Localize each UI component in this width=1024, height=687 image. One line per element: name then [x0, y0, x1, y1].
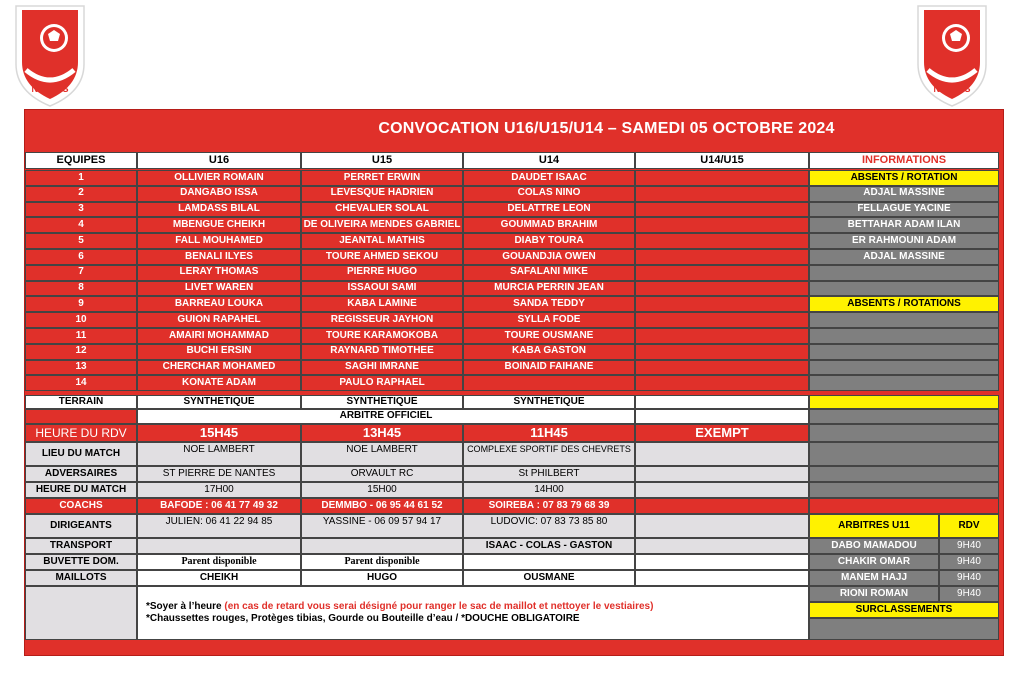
header-equipes: EQUIPES — [25, 152, 137, 169]
info-absent-name: ADJAL MASSINE — [809, 249, 999, 265]
terrain-u14-u15 — [635, 395, 809, 409]
transport-u16 — [137, 538, 301, 554]
player-u16: LAMDASS BILAL — [137, 202, 301, 218]
player-number: 4 — [25, 217, 137, 233]
info-yellow-band — [809, 395, 999, 409]
player-u14: DIABY TOURA — [463, 233, 635, 249]
player-u14: SYLLA FODE — [463, 312, 635, 328]
player-u15: ISSAOUI SAMI — [301, 281, 463, 297]
player-u14: COLAS NINO — [463, 186, 635, 202]
info-cell — [809, 442, 999, 466]
terrain-u14: SYNTHETIQUE — [463, 395, 635, 409]
info-absent-name: ER RAHMOUNI ADAM — [809, 233, 999, 249]
arbitre-name: CHAKIR OMAR — [809, 554, 939, 570]
lieu-label: LIEU DU MATCH — [25, 442, 137, 466]
player-u15: RAYNARD TIMOTHEE — [301, 344, 463, 360]
header-u14-u15: U14/U15 — [635, 152, 809, 169]
dirigeants-u14: LUDOVIC: 07 83 73 85 80 — [463, 514, 635, 538]
rdv-u14-u15: EXEMPT — [635, 424, 809, 442]
player-u16: DANGABO ISSA — [137, 186, 301, 202]
lieu-u14-u15 — [635, 442, 809, 466]
player-u14: KABA GASTON — [463, 344, 635, 360]
player-number: 12 — [25, 344, 137, 360]
transport-u15 — [301, 538, 463, 554]
arbitre-officiel: ARBITRE OFFICIEL — [137, 409, 635, 424]
heure-match-u14-u15 — [635, 482, 809, 498]
player-number: 11 — [25, 328, 137, 344]
dirigeants-u14-u15 — [635, 514, 809, 538]
note-line-1 — [146, 602, 653, 613]
lieu-u15: NOE LAMBERT — [301, 442, 463, 466]
arbitre-name: RIONI ROMAN — [809, 586, 939, 602]
lieu-u16: NOE LAMBERT — [137, 442, 301, 466]
rdv-u14: 11H45 — [463, 424, 635, 442]
player-number: 9 — [25, 296, 137, 312]
arbitre-time: 9H40 — [939, 570, 999, 586]
blank-cell — [635, 409, 809, 424]
coachs-label: COACHS — [25, 498, 137, 514]
player-u14-u15 — [635, 312, 809, 328]
player-u14: DAUDET ISAAC — [463, 170, 635, 186]
player-u16: BENALI ILYES — [137, 249, 301, 265]
player-u15: DE OLIVEIRA MENDES GABRIEL — [301, 217, 463, 233]
player-u14: SAFALANI MIKE — [463, 265, 635, 281]
info-cell — [809, 344, 999, 360]
adversaires-label: ADVERSAIRES — [25, 466, 137, 482]
player-u14-u15 — [635, 344, 809, 360]
info-cell — [809, 360, 999, 376]
player-u14: GOUANDJIA OWEN — [463, 249, 635, 265]
player-u16: FALL MOUHAMED — [137, 233, 301, 249]
player-u16: BUCHI ERSIN — [137, 344, 301, 360]
player-u14: BOINAID FAIHANE — [463, 360, 635, 376]
info-cell — [809, 375, 999, 391]
adversaires-u16: ST PIERRE DE NANTES — [137, 466, 301, 482]
info-cell — [809, 424, 999, 442]
note-late-penalty: (en cas de retard vous serai désigné pour ranger le sac de maillot et nettoyer le vestiaires) — [224, 600, 654, 612]
player-u14-u15 — [635, 360, 809, 376]
terrain-u15: SYNTHETIQUE — [301, 395, 463, 409]
note-punctuality: *Soyer à l’heure — [146, 600, 225, 612]
player-u15: CHEVALIER SOLAL — [301, 202, 463, 218]
player-u14-u15 — [635, 281, 809, 297]
player-u14: MURCIA PERRIN JEAN — [463, 281, 635, 297]
player-u16: MBENGUE CHEIKH — [137, 217, 301, 233]
page-title: CONVOCATION U16/U15/U14 – SAMEDI 05 OCTOBRE 2024 — [378, 120, 835, 137]
header-informations: INFORMATIONS — [809, 152, 999, 169]
player-number: 6 — [25, 249, 137, 265]
player-u14-u15 — [635, 249, 809, 265]
dirigeants-u16: JULIEN: 06 41 22 94 85 — [137, 514, 301, 538]
player-u15: PERRET ERWIN — [301, 170, 463, 186]
player-u14-u15 — [635, 328, 809, 344]
player-u14-u15 — [635, 202, 809, 218]
arbitres-header: ARBITRES U11 — [809, 514, 939, 538]
player-u16: BARREAU LOUKA — [137, 296, 301, 312]
buvette-u15: Parent disponible — [301, 554, 463, 570]
arbitre-name: MANEM HAJJ — [809, 570, 939, 586]
terrain-u16: SYNTHETIQUE — [137, 395, 301, 409]
player-number: 13 — [25, 360, 137, 376]
info-cell — [809, 281, 999, 297]
player-u16: LERAY THOMAS — [137, 265, 301, 281]
info-absents-rotation: ABSENTS / ROTATION — [809, 170, 999, 186]
player-u14: DELATTRE LEON — [463, 202, 635, 218]
player-u14-u15 — [635, 375, 809, 391]
surclassements-header: SURCLASSEMENTS — [809, 602, 999, 618]
player-u16: OLLIVIER ROMAIN — [137, 170, 301, 186]
info-absent-name: BETTAHAR ADAM ILAN — [809, 217, 999, 233]
arbitres-rdv-header: RDV — [939, 514, 999, 538]
coachs-u14: SOIREBA : 07 83 79 68 39 — [463, 498, 635, 514]
note-line-2: *Chaussettes rouges, Protèges tibias, Gourde ou Bouteille d’eau / *DOUCHE OBLIGATOIRE — [146, 613, 580, 625]
player-u15: LEVESQUE HADRIEN — [301, 186, 463, 202]
arbitre-time: 9H40 — [939, 554, 999, 570]
info-cell — [809, 466, 999, 482]
player-u15: TOURE KARAMOKOBA — [301, 328, 463, 344]
player-u15: KABA LAMINE — [301, 296, 463, 312]
dirigeants-label: DIRIGEANTS — [25, 514, 137, 538]
player-u14 — [463, 375, 635, 391]
buvette-u16: Parent disponible — [137, 554, 301, 570]
coachs-u16: BAFODE : 06 41 77 49 32 — [137, 498, 301, 514]
arbitre-time: 9H40 — [939, 586, 999, 602]
player-u14-u15 — [635, 233, 809, 249]
player-number: 5 — [25, 233, 137, 249]
rdv-u16: 15H45 — [137, 424, 301, 442]
player-u15: PIERRE HUGO — [301, 265, 463, 281]
player-u14: SANDA TEDDY — [463, 296, 635, 312]
player-number: 1 — [25, 170, 137, 186]
maillots-u14-u15 — [635, 570, 809, 586]
player-number: 2 — [25, 186, 137, 202]
player-u15: REGISSEUR JAYHON — [301, 312, 463, 328]
maillots-label: MAILLOTS — [25, 570, 137, 586]
dirigeants-u15: YASSINE - 06 09 57 94 17 — [301, 514, 463, 538]
adversaires-u15: ORVAULT RC — [301, 466, 463, 482]
info-cell — [809, 482, 999, 498]
player-u16: AMAIRI MOHAMMAD — [137, 328, 301, 344]
player-u14-u15 — [635, 296, 809, 312]
adversaires-u14: St PHILBERT — [463, 466, 635, 482]
heure-match-label: HEURE DU MATCH — [25, 482, 137, 498]
arbitre-name: DABO MAMADOU — [809, 538, 939, 554]
info-cell — [809, 265, 999, 281]
player-u14-u15 — [635, 186, 809, 202]
player-number: 14 — [25, 375, 137, 391]
player-u15: JEANTAL MATHIS — [301, 233, 463, 249]
info-absent-name: ADJAL MASSINE — [809, 186, 999, 202]
player-number: 8 — [25, 281, 137, 297]
svg-text:NANTES: NANTES — [933, 84, 971, 94]
header-u15: U15 — [301, 152, 463, 169]
buvette-label: BUVETTE DOM. — [25, 554, 137, 570]
player-u15: TOURE AHMED SEKOU — [301, 249, 463, 265]
player-number: 3 — [25, 202, 137, 218]
info-cell — [809, 409, 999, 424]
info-cell — [809, 328, 999, 344]
header-u16: U16 — [137, 152, 301, 169]
buvette-u14-u15 — [635, 554, 809, 570]
player-u14: TOURE OUSMANE — [463, 328, 635, 344]
coachs-u15: DEMMBO - 06 95 44 61 52 — [301, 498, 463, 514]
transport-label: TRANSPORT — [25, 538, 137, 554]
info-absents-rotations: ABSENTS / ROTATIONS — [809, 296, 999, 312]
notes-block — [137, 586, 809, 640]
convocation-sheet — [24, 109, 1004, 656]
notes-blank — [25, 586, 137, 640]
heure-match-u15: 15H00 — [301, 482, 463, 498]
heure-match-u14: 14H00 — [463, 482, 635, 498]
coachs-u14-u15 — [635, 498, 809, 514]
transport-u14-u15 — [635, 538, 809, 554]
player-u14-u15 — [635, 170, 809, 186]
player-u15: PAULO RAPHAEL — [301, 375, 463, 391]
blank-cell — [25, 409, 137, 424]
rdv-u15: 13H45 — [301, 424, 463, 442]
player-u16: CHERCHAR MOHAMED — [137, 360, 301, 376]
maillots-u15: HUGO — [301, 570, 463, 586]
player-number: 10 — [25, 312, 137, 328]
club-logo-left — [10, 4, 90, 108]
maillots-u16: CHEIKH — [137, 570, 301, 586]
club-logo-right — [912, 4, 992, 108]
player-u16: LIVET WAREN — [137, 281, 301, 297]
adversaires-u14-u15 — [635, 466, 809, 482]
rdv-label: HEURE DU RDV — [25, 424, 137, 442]
info-cell — [809, 312, 999, 328]
player-u16: GUION RAPAHEL — [137, 312, 301, 328]
heure-match-u16: 17H00 — [137, 482, 301, 498]
player-u14: GOUMMAD BRAHIM — [463, 217, 635, 233]
player-u15: SAGHI IMRANE — [301, 360, 463, 376]
lieu-u14: COMPLEXE SPORTIF DES CHEVRETS — [463, 442, 635, 466]
svg-text:NANTES: NANTES — [31, 84, 69, 94]
transport-u14: ISAAC - COLAS - GASTON — [463, 538, 635, 554]
player-u14-u15 — [635, 217, 809, 233]
terrain-label: TERRAIN — [25, 395, 137, 409]
info-cell — [809, 618, 999, 640]
buvette-u14 — [463, 554, 635, 570]
player-u16: KONATE ADAM — [137, 375, 301, 391]
player-number: 7 — [25, 265, 137, 281]
maillots-u14: OUSMANE — [463, 570, 635, 586]
info-cell — [809, 498, 999, 514]
header-u14: U14 — [463, 152, 635, 169]
info-absent-name: FELLAGUE YACINE — [809, 202, 999, 218]
player-u14-u15 — [635, 265, 809, 281]
arbitre-time: 9H40 — [939, 538, 999, 554]
